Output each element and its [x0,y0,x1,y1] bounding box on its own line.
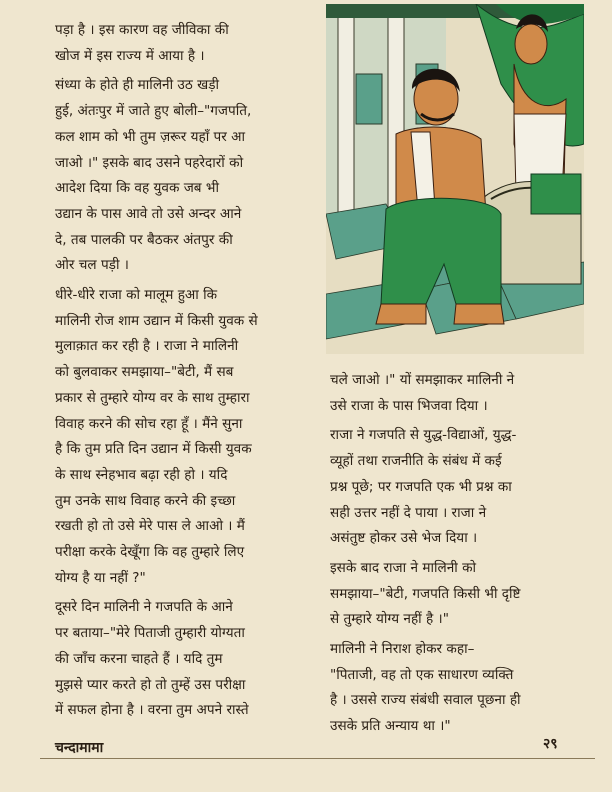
text-line: हुई, अंतःपुर में जाते हुए बोली–"गजपति, [55,103,252,120]
footer-divider [40,758,595,759]
text-line: उसके प्रति अन्याय था ।" [330,718,451,735]
text-line: रखती हो तो उसे मेरे पास ले आओ । मैं [55,518,245,535]
text-line: है । उससे राज्य संबंधी सवाल पूछना ही [330,692,521,709]
text-line: परीक्षा करके देखूँगा कि वह तुम्हारे लिए [55,544,245,561]
text-line: दे, तब पालकी पर बैठकर अंतपुर की [55,231,233,248]
left-text-column [55,18,305,728]
text-line: है कि तुम प्रति दिन उद्यान में किसी युवक [55,441,252,458]
text-line: प्रश्न पूछे; पर गजपति एक भी प्रश्न का [330,478,512,495]
text-line: मालिनी रोज शाम उद्यान में किसी युवक से [55,312,258,329]
paragraph [330,556,570,633]
text-line: पड़ा है । इस कारण वह जीविका की [55,22,229,38]
text-line: पर बताया–"मेरे पिताजी तुम्हारी योग्यता [55,625,245,642]
text-line: आदेश दिया कि वह युवक जब भी [55,180,219,197]
text-line: विवाह करने की सोच रहा हूँ । मैंने सुना [55,415,243,432]
text-line: इसके बाद राजा ने मालिनी को [330,559,477,576]
paragraph [330,637,570,740]
text-line: खोज में इस राज्य में आया है । [55,47,205,64]
text-line: व्यूहों तथा राजनीति के संबंध में कई [330,453,502,470]
text-line: राजा ने गजपति से युद्ध-विद्याओं, युद्ध- [330,427,517,444]
text-line: तुम उनके साथ विवाह करने की इच्छा [55,492,236,509]
text-line: दूसरे दिन मालिनी ने गजपति के आने [55,599,233,616]
right-text-column [330,368,570,744]
text-line: चले जाओ ।" यों समझाकर मालिनी ने [330,372,515,388]
text-line: में सफल होना है । वरना तुम अपने रास्ते [55,702,249,719]
text-line: ओर चल पड़ी । [55,257,129,274]
text-line: की जाँच करना चाहते हैं । यदि तुम [55,650,223,667]
paragraph [330,423,570,552]
text-line: असंतुष्ट होकर उसे भेज दिया । [330,530,478,547]
text-line: से तुम्हारे योग्य नहीं है ।" [330,611,449,628]
text-line: संध्या के होते ही मालिनी उठ खड़ी [55,77,220,94]
paragraph [55,73,305,279]
text-line: प्रकार से तुम्हारे योग्य वर के साथ तुम्हारा [55,389,250,406]
paragraph [55,283,305,591]
text-line: मुलाक़ात कर रही है । राजा ने मालिनी [55,338,239,355]
text-line: मुझसे प्यार करते हो तो तुम्हें उस परीक्षा [55,676,246,693]
text-line: उसे राजा के पास भिजवा दिया । [330,397,488,414]
text-line: सही उत्तर नहीं दे पाया । राजा ने [330,504,487,521]
text-line: उद्यान के पास आवे तो उसे अन्दर आने [55,205,242,222]
page-number: २९ [543,736,558,752]
text-line: कल शाम को भी तुम ज़रूर यहाँ पर आ [55,128,246,145]
story-illustration [326,4,584,354]
text-line: जाओ ।" इसके बाद उसने पहरेदारों को [55,154,244,171]
text-line: "पिताजी, वह तो एक साधारण व्यक्ति [330,666,514,683]
paragraph [55,595,305,724]
text-line: योग्य है या नहीं ?" [55,569,146,586]
text-line: को बुलवाकर समझाया–"बेटी, मैं सब [55,364,234,381]
paragraph [330,368,570,419]
text-line: के साथ स्नेहभाव बढ़ा रही हो । यदि [55,466,228,483]
paragraph [55,18,305,69]
text-line: समझाया–"बेटी, गजपति किसी भी दृष्टि [330,585,521,602]
magazine-title: चन्दामामा [55,740,104,756]
text-line: मालिनी ने निराश होकर कहा– [330,641,475,658]
text-line: धीरे-धीरे राजा को मालूम हुआ कि [55,287,218,304]
